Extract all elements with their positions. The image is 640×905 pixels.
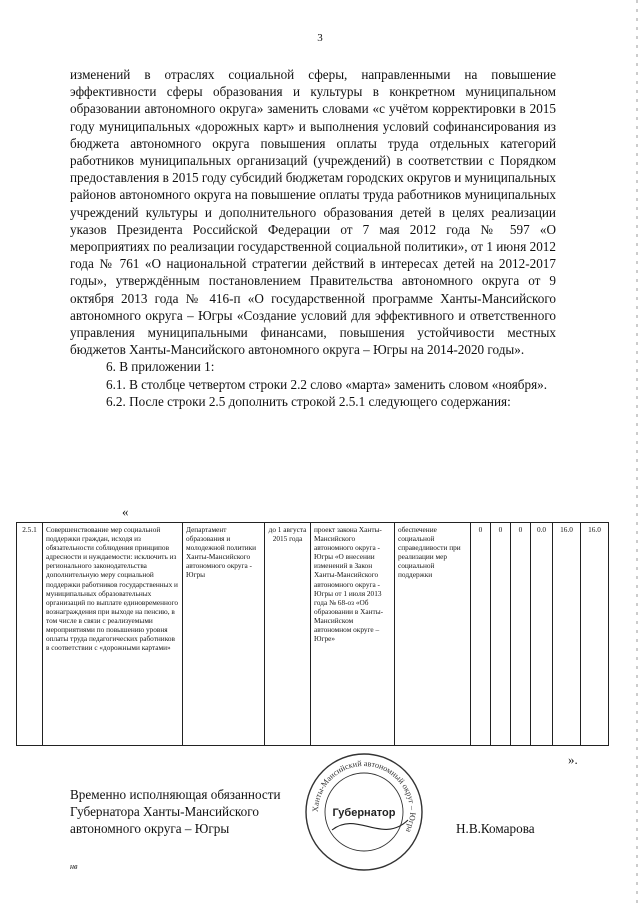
signatory-title-line: Временно исполняющая обязанности — [70, 787, 281, 802]
value-cell: 0 — [471, 523, 491, 746]
table-row — [17, 523, 609, 746]
item-6-1: 6.1. В столбце четвертом строки 2.2 слово «марта» заменить словом «ноября». — [106, 376, 548, 392]
signatory-name: Н.В.Комарова — [456, 821, 535, 836]
stamp-ring-text: Ханты-Мансийский автономный округ – Югра — [310, 758, 418, 834]
signature-block — [70, 758, 610, 886]
value-cell: 0.0 — [531, 523, 553, 746]
value-cell: 0 — [511, 523, 531, 746]
value-cell: 16.0 — [581, 523, 609, 746]
handwritten-signature — [332, 820, 408, 830]
document-cell: проект закона Ханты-Мансийского автономного округа - Югры «О внесении изменений в Закон Ханты-Мансийского автономного округа - Югры от 1 июля 2013 года № 68-оз «Об образовании в Ханты-Мансийском автономном округе – Югре» — [311, 523, 395, 746]
stamp-center-text: Губернатор — [332, 807, 396, 819]
value-cell: 0 — [491, 523, 511, 746]
signatory-title — [70, 786, 281, 838]
document-body — [70, 66, 556, 410]
opening-quote: « — [122, 504, 129, 519]
scan-edge-artifact — [636, 0, 638, 905]
official-stamp — [302, 750, 426, 874]
signatory-title-line: Губернатора Ханты-Мансийского — [70, 804, 259, 820]
footer-mark: нв — [70, 862, 78, 871]
page-number: 3 — [317, 32, 323, 44]
item-6: 6. В приложении 1: — [106, 359, 215, 375]
row-number: 2.5.1 — [17, 523, 43, 746]
signatory-title-line: автономного округа – Югры — [70, 821, 230, 837]
amendment-table — [16, 522, 609, 746]
responsible-cell: Департамент образования и молодежной политики Ханты-Мансийского автономного округа - Югры — [183, 523, 265, 746]
item-6-2: 6.2. После строки 2.5 дополнить строкой 2.5.1 следующего содержания: — [106, 393, 511, 409]
deadline-cell: до 1 августа 2015 года — [265, 523, 311, 746]
closing-quote: ». — [568, 752, 578, 767]
value-cell: 16.0 — [553, 523, 581, 746]
paragraph-intro: изменений в отраслях социальной сферы, направленными на повышение эффективности сферы образования и культуры в конкретном муниципальном образовании автономного округа» заменить словами «с учётом корректировки в 2015 году муниципальных «дорожных карт» и выполнения условий софинансирования из бюджета автономного округа повышения оплаты труда отдельных категорий работников муниципальных организаций (учреждений) в соответствии с Порядком предоставления в 2015 году субсидий бюджетам городских округов и муниципальных районов автономного округа на повышение оплаты труда работников муниципальных учреждений культуры и дополнительного образования детей в целях реализации указов Президента Российской Федерации от 7 мая 2012 года № 597 «О мероприятиях по реализации государственной социальной политики», от 1 июня 2012 года № 761 «О национальной стратегии действий в интересах детей на 2012-2017 годы», утверждённым постановлением Правительства автономного округа от 9 октября 2013 года № 416-п «О государственной программе Ханты-Мансийского автономного округа – Югры «Создание условий для эффективного и ответственного управления муниципальными финансами, повышения устойчивости местных бюджетов Ханты-Мансийского автономного округа – Югры на 2014-2020 годы». — [70, 67, 556, 358]
activity-cell: Совершенствование мер социальной поддержки граждан, исходя из обязательности соблюдения принципов адресности и нуждаемости: исключить из регионального законодательства дополнительную меру социальной поддержки работников государственных и муниципальных образовательных организаций по выплате единовременного вознаграждения при выходе на пенсию, в том числе в связи с реализуемыми мероприятиями по повышению уровня оплаты труда педагогических работников в соответствии с «дорожными картами» — [43, 523, 183, 746]
result-cell: обеспечение социальной справедливости при реализации мер социальной поддержки — [395, 523, 471, 746]
